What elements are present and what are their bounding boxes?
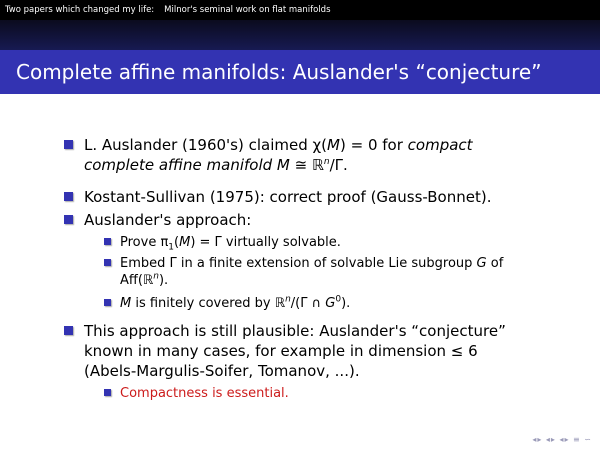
- subsection-left-icon[interactable]: ◂: [559, 435, 565, 444]
- list-item: Kostant-Sullivan (1975): correct proof (Gauss-Bonnet).: [84, 187, 524, 207]
- frame-right-icon[interactable]: ▸: [537, 435, 543, 444]
- sub-list-item: Compactness is essential.: [120, 385, 550, 402]
- header-title-right: Milnor's seminal work on flat manifolds: [164, 5, 331, 15]
- frame-left-icon[interactable]: ◂: [532, 435, 538, 444]
- section-right-icon[interactable]: ▸: [550, 435, 556, 444]
- square-bullet-icon: [64, 326, 73, 335]
- square-bullet-icon: [64, 192, 73, 201]
- sub-list-item: Embed Γ in a finite extension of solvable Lie subgroup G of Aff(ℝ$^n$).: [120, 255, 550, 289]
- navigation-controls: [532, 435, 592, 444]
- subsection-right-icon[interactable]: ▸: [564, 435, 570, 444]
- square-bullet-icon: [64, 215, 73, 224]
- square-bullet-icon: [104, 299, 111, 306]
- slide-title: Complete affine manifolds: Auslander's “conjecture”: [0, 50, 600, 94]
- list-item: L. Auslander (1960's) claimed χ(M) = 0 for compact complete affine manifold M ≅ ℝ$^n$/Γ.: [84, 135, 524, 175]
- square-bullet-icon: [104, 389, 111, 396]
- header-bar: [0, 0, 600, 20]
- list-item: This approach is still plausible: Auslander's “conjecture” known in many cases, for example in dimension ≤ 6 (Abels-Margulis-Soifer, Tomanov, ...).: [84, 321, 524, 381]
- square-bullet-icon: [64, 140, 73, 149]
- navigation-band: [0, 20, 600, 50]
- header-title-left: Two papers which changed my life:: [5, 5, 155, 15]
- square-bullet-icon: [104, 238, 111, 245]
- sub-list-item: Prove $\pi_1(M) = \Gamma$ virtually solvable.: [120, 234, 550, 257]
- square-bullet-icon: [104, 259, 111, 266]
- align-icon[interactable]: ≡: [573, 435, 581, 444]
- section-left-icon[interactable]: ◂: [545, 435, 551, 444]
- search-icon[interactable]: ∽: [584, 435, 592, 444]
- list-item: Auslander's approach:: [84, 210, 524, 230]
- sub-list-item: M is finitely covered by ℝ$^n$/(Γ ∩ $G^0$).: [120, 295, 550, 312]
